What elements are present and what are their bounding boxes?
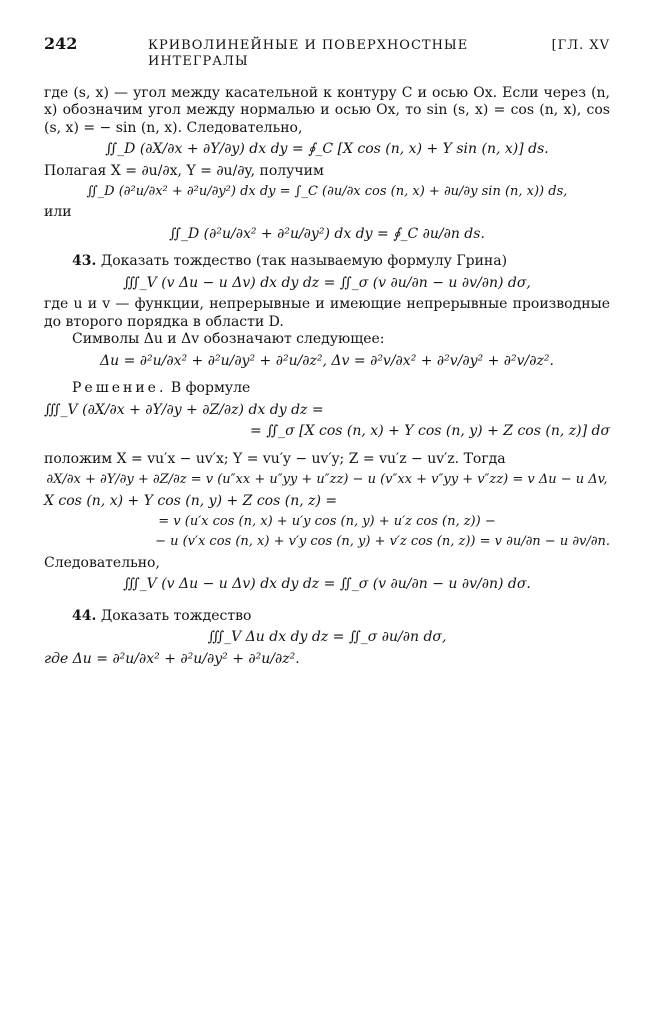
paragraph-or: или bbox=[44, 204, 72, 221]
equation-divergence-expansion: ∂X/∂x + ∂Y/∂y + ∂Z/∂z = v (u″xx + u″yy + u″zz) − u (v″xx + v″yy + v″zz) = v Δu − u Δv, bbox=[46, 472, 608, 488]
problem-statement: Доказать тождество bbox=[100, 607, 252, 624]
equation-laplacian-def: где Δu = ∂²u/∂x² + ∂²u/∂y² + ∂²u/∂z². bbox=[44, 650, 300, 667]
problem-number: 43. bbox=[72, 253, 97, 270]
equation-green-formula: ∭_V (v Δu − u Δv) dx dy dz = ∬_σ (v ∂u/∂n − u ∂v/∂n) dσ, bbox=[123, 274, 531, 291]
equation-divergence-right: = ∬_σ [X cos (n, x) + Y cos (n, y) + Z cos (n, z)] dσ bbox=[250, 423, 610, 440]
equation-green-result: ∭_V (v Δu − u Δv) dx dy dz = ∬_σ (v ∂u/∂n − u ∂v/∂n) dσ. bbox=[123, 576, 531, 592]
equation-normal-derivative: ∬_D (∂²u/∂x² + ∂²u/∂y²) dx dy = ∮_C ∂u/∂n ds. bbox=[169, 225, 485, 242]
equation-flux-line3: − u (v′x cos (n, x) + v′y cos (n, y) + v′z cos (n, z)) = v ∂u/∂n − u ∂v/∂n. bbox=[155, 534, 610, 550]
solution-label: Решение. bbox=[72, 380, 167, 397]
equation-flux-line2: = v (u′x cos (n, x) + u′y cos (n, y) + u′z cos (n, z)) − bbox=[158, 514, 496, 529]
page-header bbox=[44, 34, 610, 71]
chapter-label: [ГЛ. XV bbox=[551, 38, 610, 53]
paragraph-symbols: Символы Δu и Δv обозначают следующее: bbox=[72, 331, 385, 348]
paragraph-therefore: Следовательно, bbox=[44, 554, 160, 571]
paragraph-angle-definition: где (s, x) — угол между касательной к контуру C и осью Ox. Если через (n, x) обозначим угол между нормалью и осью Ox, то sin (s, x) = cos (n, x), cos (s, x) = − sin (n, x). Следовательно, bbox=[44, 84, 610, 136]
solution-text: В формуле bbox=[170, 380, 251, 397]
equation-divergence-left: ∭_V (∂X/∂x + ∂Y/∂y + ∂Z/∂z) dx dy dz = bbox=[44, 401, 324, 418]
solution-intro bbox=[44, 380, 610, 398]
problem-number: 44. bbox=[72, 607, 97, 624]
equation-laplacians: Δu = ∂²u/∂x² + ∂²u/∂y² + ∂²u/∂z², Δv = ∂²v/∂x² + ∂²v/∂y² + ∂²v/∂z². bbox=[100, 352, 554, 369]
page-number: 242 bbox=[44, 34, 78, 53]
paragraph-set-components: положим X = vu′x − uv′x; Y = vu′y − uv′y; Z = vu′z − uv′z. Тогда bbox=[44, 450, 506, 467]
problem-44 bbox=[44, 608, 610, 626]
book-page bbox=[44, 34, 610, 672]
paragraph-substitution: Полагая X = ∂u/∂x, Y = ∂u/∂y, получим bbox=[44, 162, 324, 179]
problem-43 bbox=[44, 253, 610, 271]
equation-identity-44: ∭_V Δu dx dy dz = ∬_σ ∂u/∂n dσ, bbox=[207, 629, 447, 645]
running-title: КРИВОЛИНЕЙНЫЕ И ПОВЕРХНОСТНЫЕ ИНТЕГРАЛЫ bbox=[148, 38, 469, 70]
problem-statement: Доказать тождество (так называемую формулу Грина) bbox=[100, 253, 508, 270]
equation-green-normal: ∬_D (∂X/∂x + ∂Y/∂y) dx dy = ∮_C [X cos (n, x) + Y sin (n, x)] ds. bbox=[105, 141, 549, 157]
equation-flux-line1: X cos (n, x) + Y cos (n, y) + Z cos (n, z) = bbox=[44, 492, 338, 509]
equation-laplace-line-integral: ∬_D (∂²u/∂x² + ∂²u/∂y²) dx dy = ∫_C (∂u/∂x cos (n, x) + ∂u/∂y sin (n, x)) ds, bbox=[86, 184, 568, 199]
paragraph-functions: где u и v — функции, непрерывные и имеющие непрерывные производные до второго порядка в области D. bbox=[44, 296, 610, 330]
